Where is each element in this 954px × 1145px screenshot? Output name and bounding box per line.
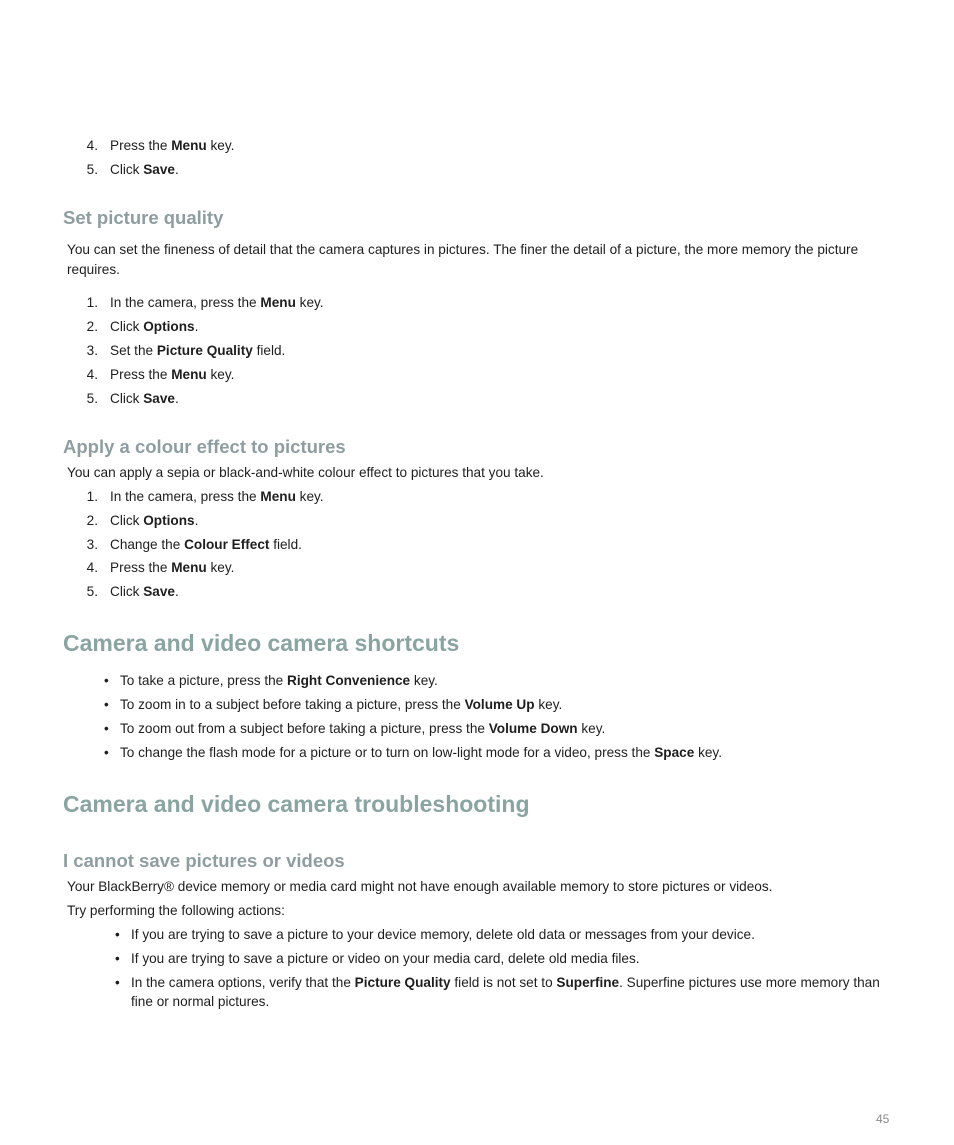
section-heading-troubleshooting: Camera and video camera troubleshooting bbox=[63, 791, 530, 817]
bullet-text: To take a picture, press the Right Convenience key. bbox=[120, 673, 438, 688]
step-number: 2. bbox=[86, 513, 98, 528]
step-number: 4. bbox=[86, 367, 98, 382]
page-number: 45 bbox=[876, 1112, 890, 1126]
step-text: Click Save. bbox=[110, 391, 179, 406]
bullet: • bbox=[104, 673, 109, 688]
paragraph: Your BlackBerry® device memory or media card might not have enough available memory to store pictures or videos. bbox=[67, 879, 773, 894]
step-number: 5. bbox=[86, 162, 98, 177]
bullet-text: To change the flash mode for a picture or to turn on low-light mode for a video, press the Space key. bbox=[120, 745, 722, 760]
step-text: Click Save. bbox=[110, 584, 179, 599]
section-heading-shortcuts: Camera and video camera shortcuts bbox=[63, 630, 460, 656]
paragraph: You can apply a sepia or black-and-white colour effect to pictures that you take. bbox=[67, 465, 544, 480]
bullet-text: To zoom in to a subject before taking a picture, press the Volume Up key. bbox=[120, 697, 563, 712]
section-heading-colour-effect: Apply a colour effect to pictures bbox=[63, 436, 346, 457]
step-text: Change the Colour Effect field. bbox=[110, 537, 302, 552]
step-number: 5. bbox=[86, 584, 98, 599]
step-text: In the camera, press the Menu key. bbox=[110, 295, 324, 310]
bullet: • bbox=[115, 927, 120, 942]
step-text: Press the Menu key. bbox=[110, 138, 235, 153]
step-number: 3. bbox=[86, 343, 98, 358]
bullet: • bbox=[104, 721, 109, 736]
paragraph-line: You can set the fineness of detail that the camera captures in pictures. The finer the detail of a picture, the more memory the picture bbox=[67, 242, 859, 257]
step-text: Press the Menu key. bbox=[110, 560, 235, 575]
step-number: 1. bbox=[86, 295, 98, 310]
bullet: • bbox=[115, 951, 120, 966]
section-heading-picture-quality: Set picture quality bbox=[63, 207, 224, 228]
paragraph-line: requires. bbox=[67, 262, 120, 277]
bullet-text: If you are trying to save a picture to your device memory, delete old data or messages from your device. bbox=[131, 927, 755, 942]
subsection-heading: I cannot save pictures or videos bbox=[63, 850, 345, 871]
bullet: • bbox=[104, 697, 109, 712]
bullet-text-continuation: fine or normal pictures. bbox=[131, 994, 270, 1009]
bullet-text: To zoom out from a subject before taking a picture, press the Volume Down key. bbox=[120, 721, 606, 736]
step-text: Press the Menu key. bbox=[110, 367, 235, 382]
step-number: 4. bbox=[86, 560, 98, 575]
bullet: • bbox=[115, 975, 120, 990]
step-text: Click Options. bbox=[110, 319, 199, 334]
step-number: 4. bbox=[86, 138, 98, 153]
step-text: In the camera, press the Menu key. bbox=[110, 489, 324, 504]
paragraph: Try performing the following actions: bbox=[67, 903, 285, 918]
step-number: 1. bbox=[86, 489, 98, 504]
step-number: 2. bbox=[86, 319, 98, 334]
bullet-text: If you are trying to save a picture or video on your media card, delete old media files. bbox=[131, 951, 640, 966]
bullet-text: In the camera options, verify that the Picture Quality field is not set to Superfine. Superfine pictures use more memory than bbox=[131, 975, 880, 990]
bullet: • bbox=[104, 745, 109, 760]
step-number: 3. bbox=[86, 537, 98, 552]
step-number: 5. bbox=[86, 391, 98, 406]
step-text: Click Save. bbox=[110, 162, 179, 177]
step-text: Click Options. bbox=[110, 513, 199, 528]
step-text: Set the Picture Quality field. bbox=[110, 343, 286, 358]
